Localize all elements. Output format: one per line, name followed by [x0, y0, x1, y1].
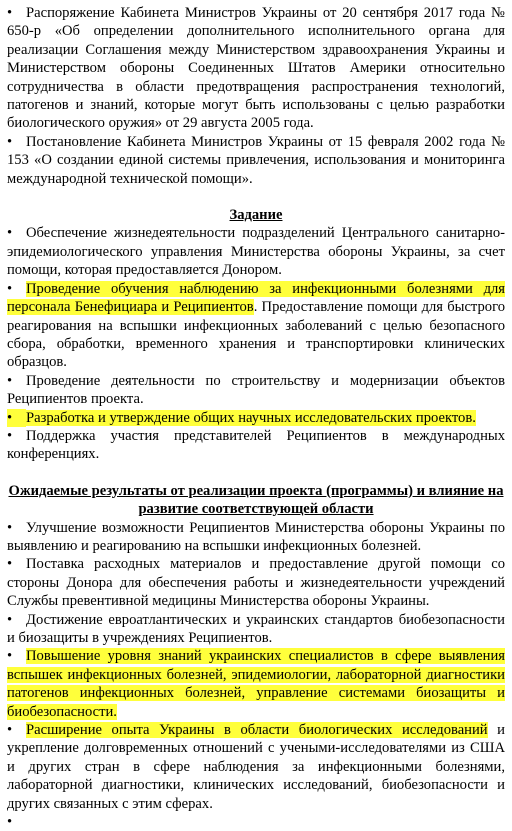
intro-item [7, 4, 505, 133]
bullet: • [7, 427, 13, 444]
task-item [7, 280, 505, 372]
bullet: • [7, 814, 13, 831]
bullet: • [7, 648, 13, 665]
spacer [7, 464, 505, 482]
result-item-highlight: Расширение опыта Украины в области биологических исследований [26, 722, 488, 739]
task-item-text: Проведение деятельности по строительству и модернизации объектов Реципиентов проекта. [7, 372, 505, 408]
bullet: • [7, 519, 13, 536]
result-item-text: Поставка расходных материалов и предоставление другой помощи со стороны Донора для обеспечения работы и жизнедеятельности учреждений Службы превентивной медицины Министерства обороны Украины. [7, 556, 505, 610]
task-item [7, 427, 505, 464]
result-item-highlight: Повышение уровня знаний украинских специалистов в сфере выявления вспышек инфекционных болезней, эпидемиологии, лабораторной диагностики патогенов инфекционных болезней, управление системами биозащиты и биобезопасности. [7, 648, 505, 720]
bullet: • [7, 372, 13, 389]
bullet: • [7, 409, 26, 427]
task-item [7, 224, 505, 279]
task-item [7, 372, 505, 409]
result-item [7, 647, 505, 721]
result-item [7, 555, 505, 610]
intro-text: Постановление Кабинета Министров Украины от 15 февраля 2002 года № 153 «О создании единой системы привлечения, использования и мониторинга международной технической помощи». [7, 133, 505, 187]
bullet: • [7, 611, 13, 628]
intro-item [7, 133, 505, 188]
task-item [7, 409, 505, 427]
task-item-text: Поддержка участия представителей Реципиентов в международных конференциях. [7, 427, 505, 463]
task-heading: Задание [229, 207, 283, 224]
result-item [7, 611, 505, 648]
task-item-highlight: Разработка и утверждение общих научных исследовательских проектов. [26, 409, 476, 426]
result-item [7, 519, 505, 556]
bullet: • [7, 280, 13, 297]
result-item [7, 721, 505, 813]
bullet: • [7, 5, 13, 21]
trailing-bullet [7, 813, 505, 831]
task-item-highlight: Проведение обучения наблюдению за инфекционными болезнями для персонала Бенефициара и Реципиентов [7, 280, 505, 316]
spacer [7, 188, 505, 206]
result-item-text: Достижение евроатлантических и украинских стандартов биобезопасности и биозащиты в учреждениях Реципиентов. [7, 611, 505, 646]
intro-text: Распоряжение Кабинета Министров Украины от 20 сентября 2017 года № 650-р «Об определении дополнительного исполнительного органа для реализации Соглашения между Министерством здравоохранения Украины и Министерством обороны Соединенных Штатов Америки относительно сотрудничества в области предотвращения распространения технологий, патогенов и знаний, которые могут быть использованы с целью разработки биологического оружия» от 29 августа 2005 года. [7, 5, 505, 132]
bullet: • [7, 556, 13, 573]
result-item-text: и укрепление долговременных отношений с учеными-исследователями из США и других стран в сфере наблюдения за инфекционными болезнями, лабораторной диагностики, клинических исследований, биобезопасности и других связанных с этим сферах. [7, 722, 505, 812]
results-heading: Ожидаемые результаты от реализации проекта (программы) и влияние на развитие соответствующей области [8, 482, 504, 518]
task-item-text: . Предоставление помощи для быстрого реагирования на вспышки инфекционных заболеваний с целью безопасного сбора, обработки, временного хранения и транспортировки клинических образцов. [7, 299, 505, 371]
bullet: • [7, 225, 13, 242]
task-item-text: Обеспечение жизнедеятельности подразделений Центрального санитарно-эпидемиологического управления Министерства обороны Украины, за счет помощи, которая предоставляется Донором. [7, 225, 505, 279]
bullet: • [7, 133, 13, 150]
bullet: • [7, 722, 13, 739]
result-item-text: Улучшение возможности Реципиентов Министерства обороны Украины по выявлению и реагированию на вспышки инфекционных болезней. [7, 519, 505, 554]
